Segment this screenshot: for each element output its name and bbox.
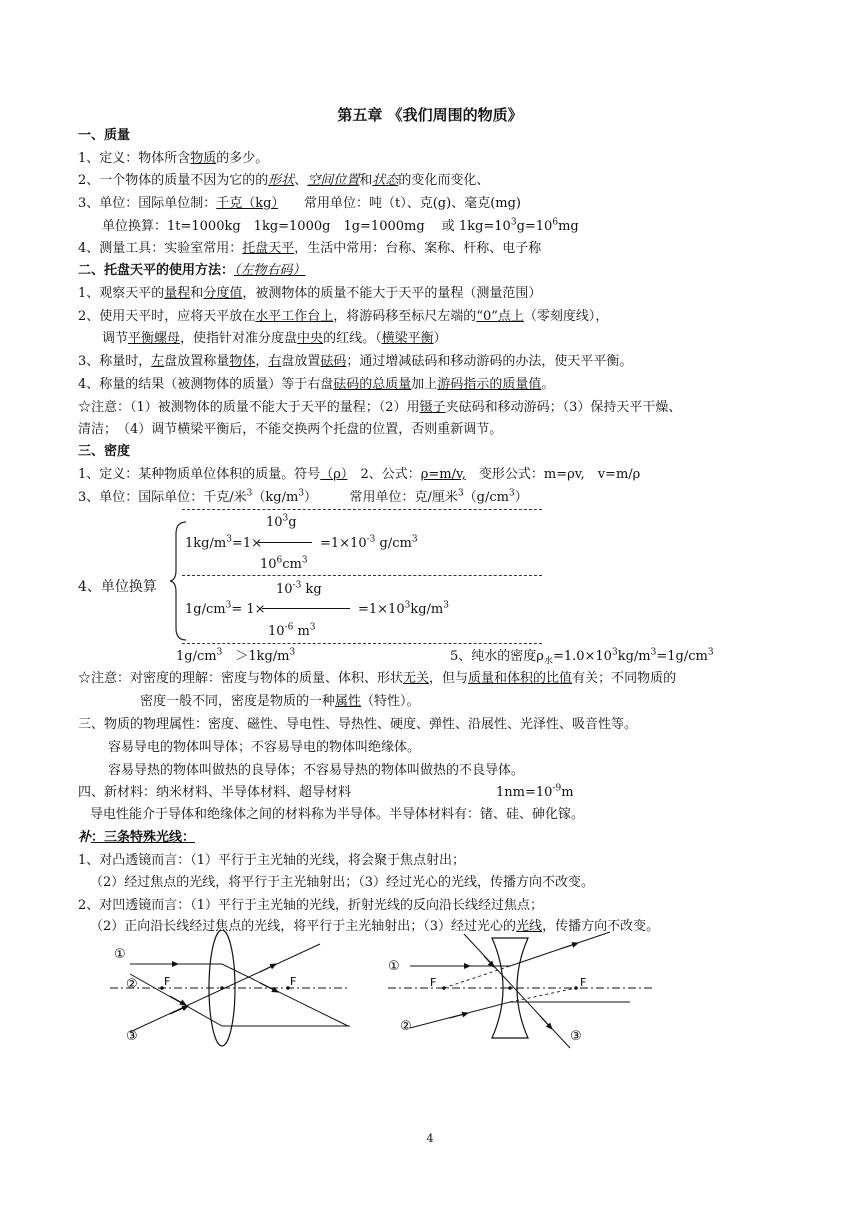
balance-notes-cont: 清洁； （4）调节横梁平衡后，不能交换两个托盘的位置，否则重新调节。 [78,422,503,437]
balance-step-3: 3、称量时，左盘放置称量物体，右盘放置砝码；通过增减砝码和移动游码的办法，使天平平衡。 [78,354,633,369]
balance-step-4: 4、称量的结果（被测物体的质量）等于右盘砝码的总质量加上游码指示的质量值。 [78,377,555,392]
mass-measuring-tools: 4、测量工具：实验室常用：托盘天平，生活中常用：台称、案称、杆称、电子称 [78,241,542,256]
fraction-2-denominator: $10^{-6}$ $m^3$ [268,622,316,639]
mass-definition: 1、定义：物体所含物质的多少。 [78,151,269,166]
ray-label-2: ② [400,1019,412,1034]
concave-lens-diagram [380,930,660,1060]
convex-lens-rule-1: 1、对凸透镜而言：（1）平行于主光轴的光线，将会聚于焦点射出； [78,853,466,868]
nanometer-definition: $1nm=10^{-9}m$ [496,783,574,800]
conductor-definition: 容易导电的物体叫导体；不容易导电的物体叫绝缘体。 [108,740,421,755]
density-comparison: $1g/cm^3$ $>1kg/m^3$ [176,647,296,664]
page-number: 4 [426,1132,434,1145]
section-rays-heading: 补：三条特殊光线： [78,830,196,845]
section-density-heading: 三、密度 [78,444,131,459]
ray-label-3: ③ [126,1029,138,1044]
ray-1-extension [444,966,510,988]
mass-unit-conversion: 单位换算：1t=1000kg 1kg=1000g 1g=1000mg 或 $1kg=10^3g=10^6mg$ [102,217,579,234]
ray-2-line [130,974,350,1026]
dashed-divider [182,575,542,576]
dashed-divider [182,509,542,510]
density-note-cont: 密度一般不同，密度是物质的一种属性（特性）。 [140,694,420,709]
semiconductor-definition: 导电性能介于导体和绝缘体之间的材料称为半导体。半导体材料有：锗、硅、砷化镓。 [90,807,585,822]
fraction-2-right: $=1\times 10^3kg/m^3$ [358,600,449,617]
ray-label-1: ① [388,959,400,974]
fraction-1-right: $=1\times 10^{-3}$ $g/cm^3$ [320,534,418,551]
dashed-divider [182,643,542,644]
heat-conductor-definition: 容易导热的物体叫做热的良导体；不容易导热的物体叫做热的不良导体。 [108,763,525,778]
density-definition: 1、定义：某种物质单位体积的质量。符号（ρ） 2、公式：ρ=m/v, 变形公式：m=ρv, v=m/ρ [78,467,641,482]
density-units: 3、单位：国际单位：千克/米$^3(kg/m^3)$ 常用单位：克/厘米$^3(g/cm^3)$ [78,488,528,505]
ray-label-3: ③ [570,1029,582,1044]
section-mass-heading: 一、质量 [78,128,131,143]
fraction-1-denominator: $10^6cm^3$ [260,555,308,572]
optical-center [508,986,512,990]
balance-step-1: 1、观察天平的量程和分度值，被测物体的质量不能大于天平的量程（测量范围） [78,286,542,301]
focus-label-left: F [430,976,437,989]
fraction-2-bar [262,608,350,609]
physical-properties: 三、物质的物理属性：密度、磁性、导电性、导热性、硬度、弹性、沿展性、光泽性、吸音性等。 [78,717,638,732]
ray-label-1: ① [114,947,126,962]
fraction-2-numerator: $10^{-3}$ kg [276,580,322,597]
new-materials: 四、新材料：纳米材料、半导体材料、超导材料 [78,785,352,800]
concave-lens-rule-1: 2、对凹透镜而言：（1）平行于主光轴的光线，折射光线的反向沿长线经过焦点； [78,898,544,913]
fraction-1-bar [258,542,312,543]
convex-lens-rule-2: （2）经过焦点的光线，将平行于主光轴射出；（3）经过光心的光线，传播方向不改变。 [90,875,595,890]
unit-conversion-label: 4、单位换算 [78,579,157,595]
concave-lens-rule-2: （2）正向沿长线经过焦点的光线，将平行于主光轴射出；（3）经过光心的光线，传播方向不改变。 [90,919,660,934]
ray-label-2: ② [126,977,138,992]
balance-notes: ☆注意：（1）被测物体的质量不能大于天平的量程；（2）用镊子夹砝码和移动游码；（3）保持天平干燥、 [78,400,682,415]
focus-label-left: F [164,975,171,988]
water-density: 5、纯水的密度$\rho_水=1.0\times 10^3kg/m^3=1g/cm^3$ [450,647,714,667]
focus-label-right: F [290,975,297,988]
fraction-1-left: $1kg/m^3=1\times$ [185,534,262,551]
balance-step-2: 2、使用天平时，应将天平放在水平工作台上，将游码移至标尺左端的“0”点上（零刻度线）， [78,309,609,324]
fraction-1-numerator: $10^3g$ [266,513,297,530]
focus-label-right: F [580,976,587,989]
ray-2-extension [510,988,576,1002]
density-note: ☆注意：对密度的理解：密度与物体的质量、体积、形状无关，但与质量和体积的比值有关；不同物质的 [78,671,677,686]
section-balance-heading: 二、托盘天平的使用方法：（左物右码） [78,263,306,278]
page-title: 第五章 《我们周围的物质》 [337,106,523,124]
convex-lens-diagram [100,930,360,1060]
balance-step-2-cont: 调节平衡螺母，使指针对准分度盘中央的红线。（横梁平衡） [102,331,447,346]
mass-invariance: 2、一个物体的质量不因为它的的形状、空间位置和状态的变化而变化、 [78,173,490,188]
fraction-2-left: $1g/cm^3= 1\times$ [185,600,266,617]
mass-units: 3、单位：国际单位制：千克（kg） 常用单位：吨（t）、克(g)、毫克(mg) [78,196,521,211]
